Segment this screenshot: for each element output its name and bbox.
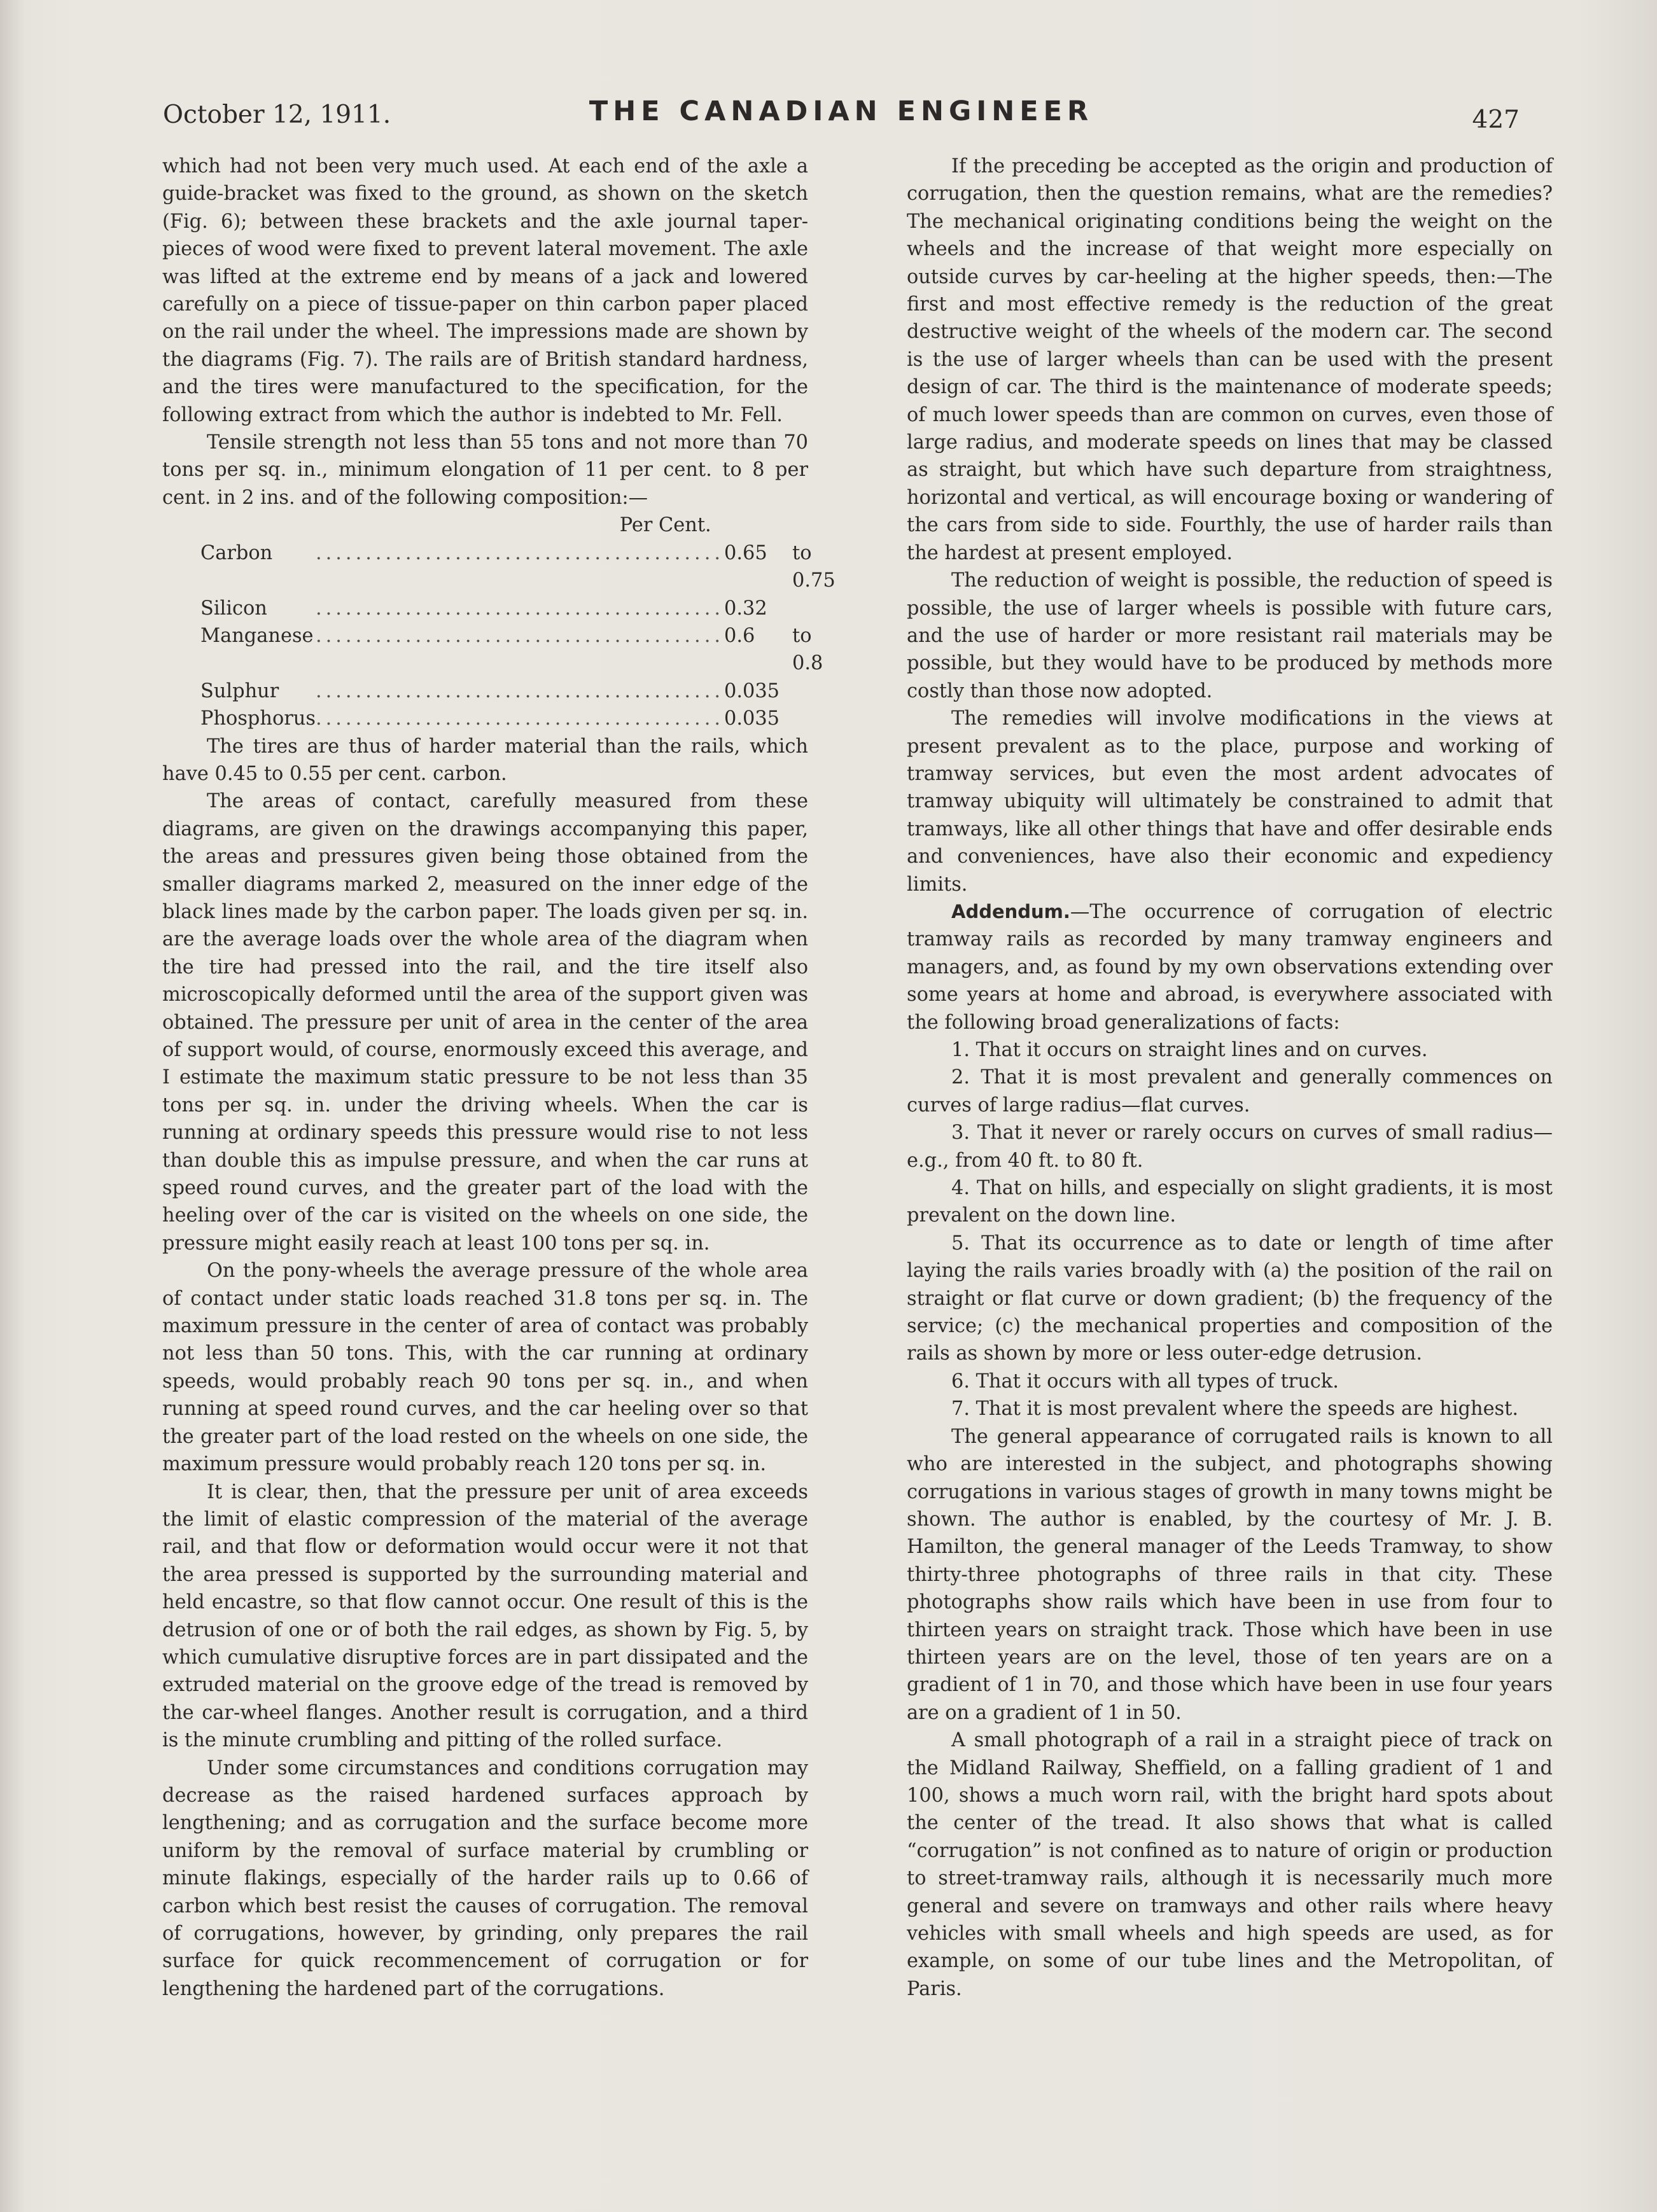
left-column <box>162 153 835 2157</box>
paragraph: On the pony-wheels the average pressure of the whole area of contact under static loads reached 31.8 tons per sq. in. The maximum pressure in the center of area of contact was probably not less than 50 tons. This, with the car running at ordinary speeds, would probably reach 90 tons per sq. in., and when running at speed round curves, and the car heeling over so that the greater part of the load rested on the wheels on one side, the maximum pressure would probably reach 120 tons per sq. in. <box>162 1260 808 1476</box>
list-item: 3. That it never or rarely occurs on curves of small radius—e.g., from 40 ft. to 80 ft. <box>907 1122 1553 1172</box>
table-row <box>200 705 835 732</box>
paragraph: The tires are thus of harder material than the rails, which have 0.45 to 0.55 per cent. carbon. <box>162 735 808 785</box>
list-item: 2. That it is most prevalent and generally commences on curves of large radius—flat curves. <box>907 1066 1553 1116</box>
leader-dots: ......................................... <box>315 679 725 702</box>
paragraph: If the preceding be accepted as the origin and production of corrugation, then the question remains, what are the remedies? The mechanical originating conditions being the weight on the wheels and the increase of that weight more especially on outside curves by car-heeling at the higher speeds, then:—The first and most effective remedy is the reduction of the great destructive weight of the wheels of the modern car. The second is the use of larger wheels than can be used with the present design of car. The third is the maintenance of moderate speeds; of much lower speeds than are common on curves, even those of large radius, and moderate speeds on lines that may be classed as straight, but which have such departure from straightness, horizontal and vertical, as will encourage boxing or wandering of the cars from side to side. Fourthly, the use of harder rails than the hardest at present employed. <box>907 155 1553 564</box>
addendum-text: —The occurrence of corrugation of electric tramway rails as recorded by many tramway engineers and managers, and, as found by my own observations extending over some years at home and abroad, is everywhere associated with the following broad generalizations of facts: <box>907 900 1553 1034</box>
element-range <box>780 595 835 622</box>
element-name: Silicon <box>200 597 267 620</box>
paragraph: A small photograph of a rail in a straight piece of track on the Midland Railway, Sheffield, on a falling gradient of 1 and 100, shows a much worn rail, with the bright hard spots about the center of the tread. It also shows that what is called “corrugation” is not confined as to nature of origin or production to street-tramway rails, although it is necessarily much more general and severe on tramways and other rails where heavy vehicles with small wheels and high speeds are used, as for example, on some of our tube lines and the Metropolitan, of Paris. <box>907 1729 1553 2000</box>
table-row <box>200 539 835 595</box>
element-value: 0.035 <box>724 707 780 730</box>
element-value: 0.6 <box>724 624 755 647</box>
page-header <box>163 95 1520 146</box>
table-row <box>200 622 835 678</box>
page-number: 427 <box>1472 106 1520 134</box>
paragraph: The reduction of weight is possible, the reduction of speed is possible, the use of larger wheels is possible with future cars, and the use of harder or more resistant rail materials may be possible, but they would have to be produced by methods more costly than those now adopted. <box>907 569 1553 702</box>
element-range: to 0.75 <box>792 541 835 592</box>
issue-date: October 12, 1911. <box>163 101 391 129</box>
table-row <box>200 595 835 622</box>
leader-dots: ......................................... <box>315 624 725 647</box>
paragraph: It is clear, then, that the pressure per unit of area exceeds the limit of elastic compression of the material of the average rail, and that flow or deformation would occur were it not that the area pressed is supported by the surrounding material and held encastre, so that flow cannot occur. One result of this is the detrusion of one or of both the rail edges, as shown by Fig. 5, by which cumulative disruptive forces are in part dissipated and the extruded material on the groove edge of the tread is removed by the car-wheel flanges. Another result is corrugation, and a third is the minute crumbling and pitting of the rolled surface. <box>162 1480 808 1752</box>
list-item: 6. That it occurs with all types of truck. <box>951 1370 1339 1393</box>
element-range: to 0.8 <box>792 624 823 675</box>
element-name: Phosphorus <box>200 707 316 730</box>
element-value: 0.65 <box>724 541 767 564</box>
element-range <box>780 705 835 732</box>
leader-dots: ......................................... <box>315 707 725 730</box>
addendum-heading: Addendum. <box>951 900 1070 922</box>
paragraph: Under some circumstances and conditions corrugation may decrease as the raised hardened surfaces approach by lengthening; and as corrugation and the surface become more uniform by the removal of surface material by crumbling or minute flakings, especially of the harder rails up to 0.66 of carbon which best resist the causes of corrugation. The removal of corrugations, however, by grinding, only prepares the rail surface for quick recommencement of corrugation or for lengthening the hardened part of the corrugations. <box>162 1756 808 2000</box>
element-value: 0.32 <box>724 597 767 620</box>
element-name: Carbon <box>200 541 273 564</box>
paragraph: The areas of contact, carefully measured from these diagrams, are given on the drawings accompanying this paper, the areas and pressures given being those obtained from the smaller diagrams marked 2, measured on the inner edge of the black lines made by the carbon paper. The loads given per sq. in. are the average loads over the whole area of the diagram when the tire had pressed into the rail, and the tire itself also microscopically deformed until the area of the support given was obtained. The pressure per unit of area in the center of the area of support would, of course, enormously exceed this average, and I estimate the maximum static pressure to be not less than 35 tons per sq. in. under the driving wheels. When the car is running at ordinary speeds this pressure would rise to not less than double this as impulse pressure, and when the car runs at speed round curves, and the greater part of the load with the heeling over of the car is visited on the wheels on one side, the pressure might easily reach at least 100 tons per sq. in. <box>162 790 808 1255</box>
composition-header: Per Cent. <box>619 514 711 537</box>
list-item: 4. That on hills, and especially on slight gradients, it is most prevalent on the down line. <box>907 1177 1553 1227</box>
right-column <box>907 153 1553 2157</box>
journal-title: THE CANADIAN ENGINEER <box>589 95 1094 127</box>
leader-dots: ......................................... <box>315 541 725 564</box>
paragraph: The remedies will involve modifications in the views at present prevalent as to the place, purpose and working of tramway services, but even the most ardent advocates of tramway ubiquity will ultimately be constrained to admit that tramways, like all other things that have and offer desirable ends and conveniences, have also their economic and expediency limits. <box>907 707 1553 896</box>
element-value: 0.035 <box>724 679 780 702</box>
leader-dots: ......................................... <box>315 597 725 620</box>
list-item: 7. That it is most prevalent where the speeds are highest. <box>951 1398 1519 1421</box>
element-range <box>780 678 835 705</box>
list-item: 1. That it occurs on straight lines and on curves. <box>951 1039 1428 1061</box>
addendum-paragraph <box>907 898 1553 1036</box>
element-name: Manganese <box>200 624 314 647</box>
element-name: Sulphur <box>200 679 279 702</box>
table-row <box>200 678 835 705</box>
paragraph: Tensile strength not less than 55 tons and not more than 70 tons per sq. in., minimum elongation of 11 per cent. to 8 per cent. in 2 ins. and of the following composition:— <box>162 431 808 509</box>
paragraph: which had not been very much used. At each end of the axle a guide-bracket was fixed to the ground, as shown on the sketch (Fig. 6); between these brackets and the axle journal taper-pieces of wood were fixed to prevent lateral movement. The axle was lifted at the extreme end by means of a jack and lowered carefully on a piece of tissue-paper on thin carbon paper placed on the rail under the wheel. The impressions made are shown by the diagrams (Fig. 7). The rails are of British standard hardness, and the tires were manufactured to the specification, for the following extract from which the author is indebted to Mr. Fell. <box>162 155 808 426</box>
composition-table <box>200 511 835 732</box>
list-item: 5. That its occurrence as to date or length of time after laying the rails varies broadly with (a) the position of the rail on straight or flat curve or down gradient; (b) the frequency of the service; (c) the mechanical properties and composition of the rails as shown by more or less outer-edge detrusion. <box>907 1232 1553 1365</box>
paragraph: The general appearance of corrugated rails is known to all who are interested in the subject, and photographs showing corrugations in various stages of growth in many towns might be shown. The author is enabled, by the courtesy of Mr. J. B. Hamilton, the general manager of the Leeds Tramway, to show thirty-three photographs of three rails in that city. These photographs show rails which have been in use from four to thirteen years on straight track. Those which have been in use thirteen years are on the level, those of ten years are on a gradient of 1 in 70, and those which have been in use four years are on a gradient of 1 in 50. <box>907 1425 1553 1724</box>
